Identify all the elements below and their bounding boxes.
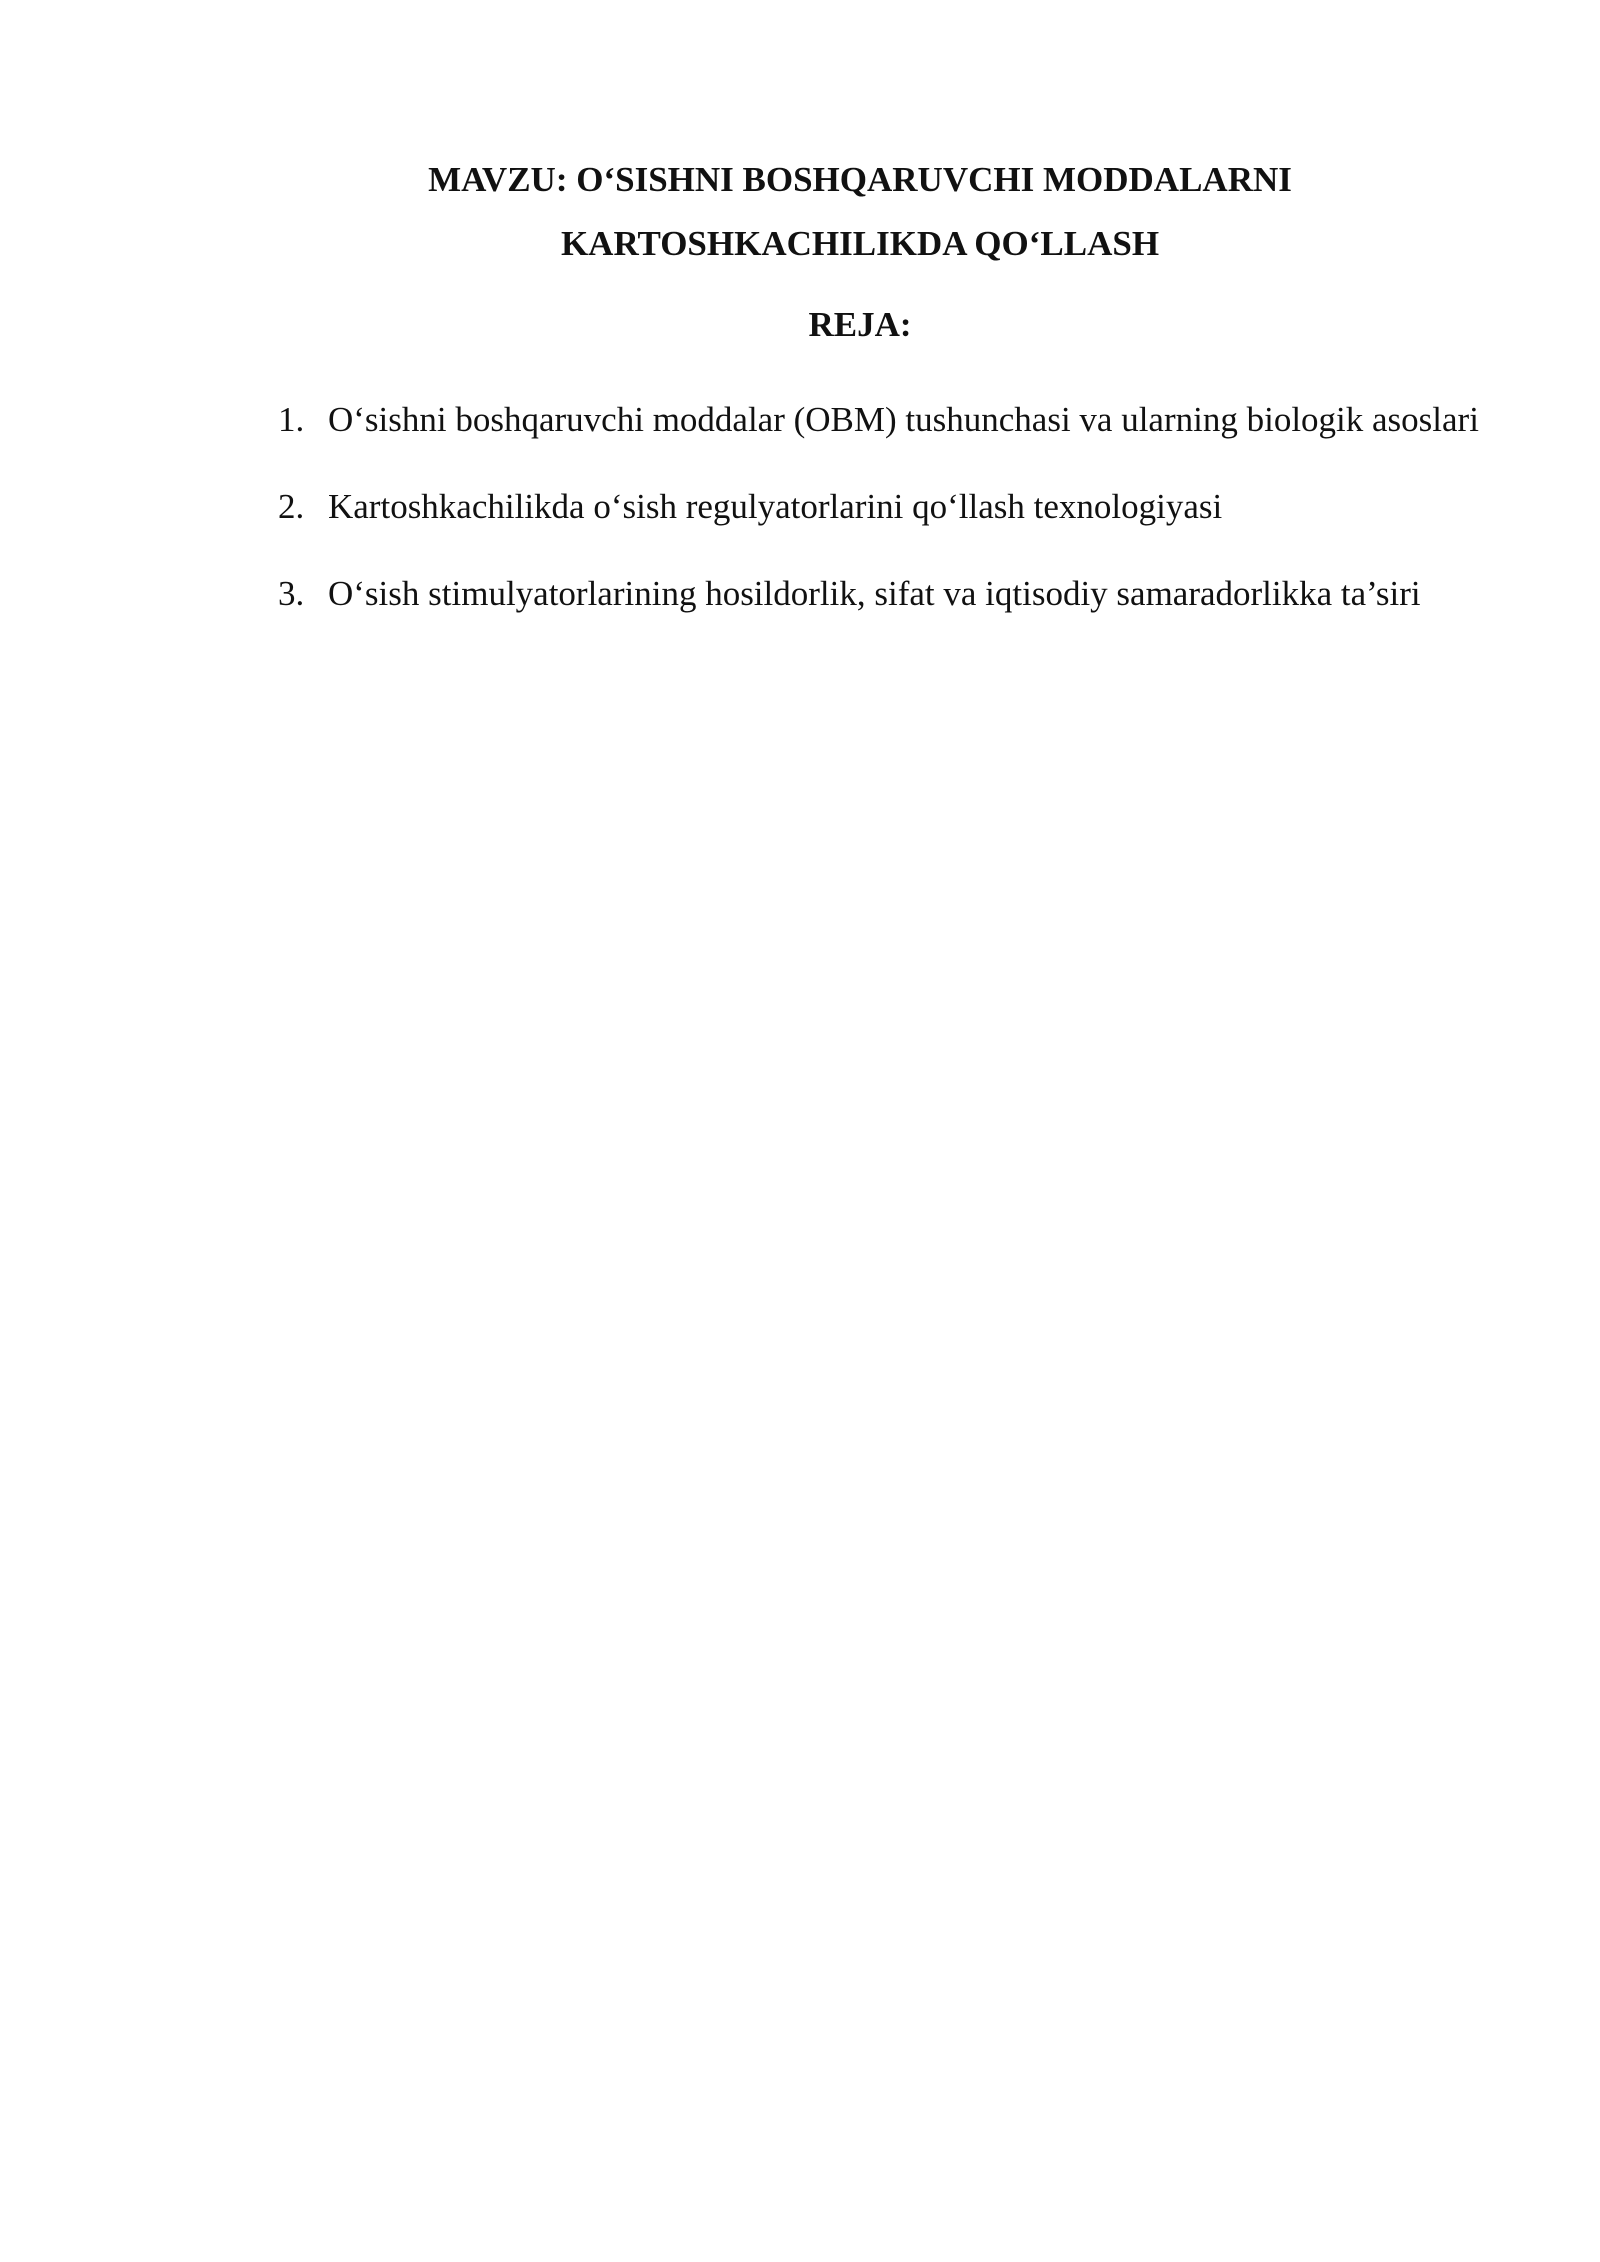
plan-item	[270, 562, 1488, 626]
plan-list	[270, 388, 1488, 649]
plan-item-text: Kartoshkachilikda o‘sish regulyatorlarini qo‘llash texnologiyasi	[328, 487, 1223, 526]
plan-item	[270, 388, 1488, 452]
plan-item-number: 2.	[278, 487, 305, 526]
plan-item-number: 1.	[278, 400, 305, 439]
plan-heading: REJA:	[808, 305, 912, 344]
plan-item-number: 3.	[278, 574, 305, 613]
title-line-1: MAVZU: O‘SISHNI BOSHQARUVCHI MODDALARNI	[428, 160, 1292, 199]
title-line-2: KARTOSHKACHILIKDA QO‘LLASH	[560, 224, 1160, 263]
plan-item	[270, 475, 1488, 539]
document-title	[270, 148, 1450, 276]
plan-item-text: O‘sish stimulyatorlarining hosildorlik, sifat va iqtisodiy samaradorlikka ta’siri	[328, 574, 1421, 613]
plan-item-text: O‘sishni boshqaruvchi moddalar (OBM) tushunchasi va ularning biologik asoslari	[328, 400, 1479, 439]
